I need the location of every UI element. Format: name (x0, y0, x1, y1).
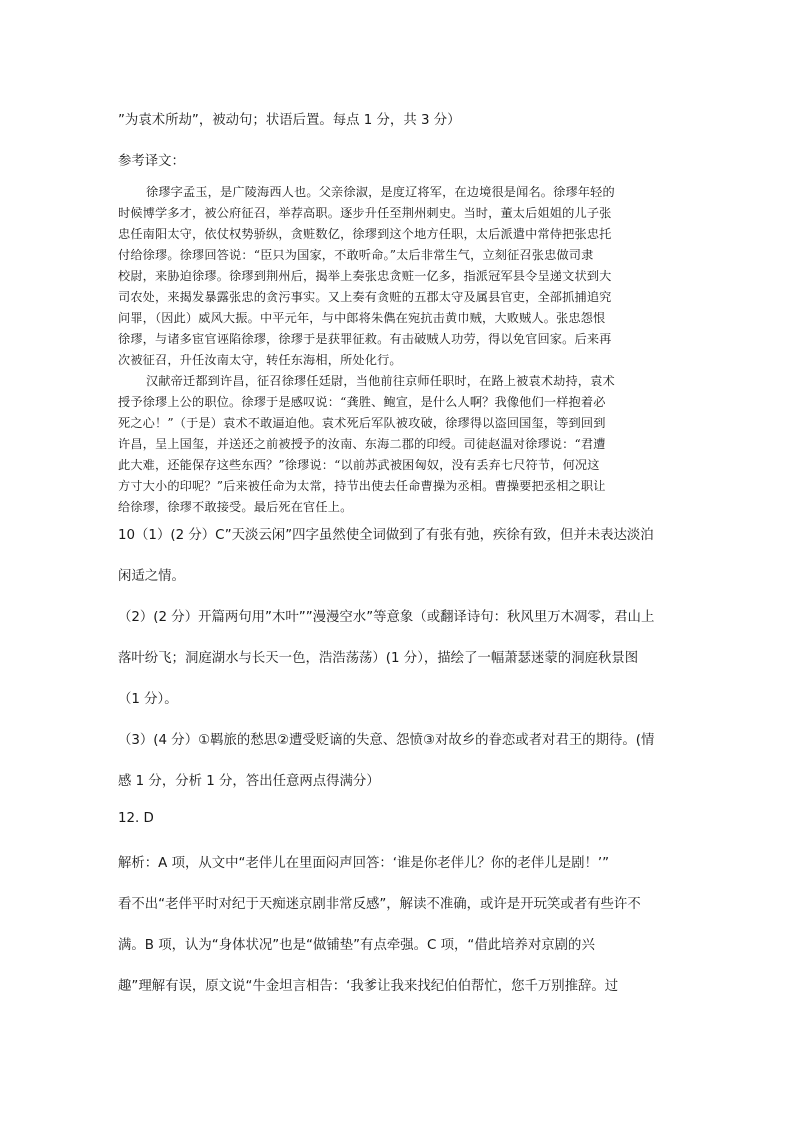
translation-line: 此大难，还能保存这些东西？”徐璆说：“以前苏武被困匈奴，没有丢弃七尺符节，何况这 (118, 458, 600, 472)
translation-line: 授予徐璆上公的职位。徐璆于是感叹说：“龚胜、鲍宣，是什么人啊？我像他们一样抱着必 (118, 395, 606, 409)
answer-line: （1 分）。 (118, 692, 178, 707)
analysis-line: 满。B 项，认为“身体状况”也是“做铺垫”有点牵强。C 项，“借此培养对京剧的兴 (118, 938, 595, 953)
translation-line: 许昌，呈上国玺，并送还之前被授予的汝南、东海二郡的印绶。司徒赵温对徐璆说：“君遭 (118, 437, 606, 451)
translation-line: 给徐璆，徐璆不敢接受。最后死在官任上。 (118, 500, 353, 514)
answer-line: （3）(4 分）①羁旅的愁思②遭受贬谪的失意、怨愤③对故乡的眷恋或者对君王的期待。(情 (118, 733, 655, 748)
analysis-line: 趣”理解有误，原文说“牛金坦言相告：‘我爹让我来找纪伯伯帮忙，您千万别推辞。过 (118, 979, 619, 994)
translation-line: 次被征召，升任汝南太守，转任东海相，所处化行。 (118, 353, 402, 367)
translation-line: 汉献帝迁都到许昌，征召徐璆任廷尉，当他前往京师任职时，在路上被袁术劫持，袁术 (146, 374, 615, 388)
answer-line: （2）(2 分）开篇两句用”木叶””漫漫空水”等意象（或翻译诗句：秋风里万木凋零，君山上 (118, 610, 655, 625)
translation-line: 时候博学多才，被公府征召，举荐高职。逐步升任至荆州刺史。当时，董太后姐姐的儿子张 (118, 206, 612, 220)
analysis-line: 看不出“老伴平时对纪于天痴迷京剧非常反感”，解读不准确，或许是开玩笑或者有些许不 (118, 897, 641, 912)
translation-line: 问罪，（因此）威风大振。中平元年，与中郎将朱儁在宛抗击黄巾贼，大败贼人。张忠怨恨 (118, 311, 606, 325)
analysis-line: 解析：A 项，从文中“老伴儿在里面闷声回答：‘谁是你老伴儿？你的老伴儿是剧！’” (118, 856, 610, 871)
translation-line: 徐璆，与诸多宦官诬陷徐璆，徐璆于是获罪征救。有击破贼人功劳，得以免官回家。后来再 (118, 332, 612, 346)
answer-line: 落叶纷飞；洞庭湖水与长天一色，浩浩荡荡）(1 分），描绘了一幅萧瑟迷蒙的洞庭秋景图 (118, 651, 639, 666)
answer-line: 10（1）(2 分）C”天淡云闲”四字虽然使全词做到了有张有弛，疾徐有致，但并未表达淡泊 (118, 528, 654, 543)
translation-line: 方寸大小的印呢？”后来被任命为太常，持节出使去任命曹操为丞相。曹操要把丞相之职让 (118, 479, 606, 493)
answer-line: 闲适之情。 (118, 569, 185, 584)
question-number: 12. D (118, 811, 154, 826)
translation-line: 死之心！”（于是）袁术不敢逼迫他。袁术死后军队被攻破，徐璆得以盗回国玺，等到回到 (118, 416, 606, 430)
translation-line: 校尉，来胁迫徐璆。徐璆到荆州后，揭举上奏张忠贪赃一亿多，指派冠军县令呈递文状到大 (118, 269, 612, 283)
translation-line: 司农处，来揭发暴露张忠的贪污事实。又上奏有贪赃的五郡太守及属县官吏，全部抓捕追究 (118, 290, 612, 304)
translation-line: 徐璆字孟玉，是广陵海西人也。父亲徐淑，是度辽将军，在边境很是闻名。徐璆年轻的 (146, 185, 615, 199)
answer-note-line: ”为袁术所劫”，被动句；状语后置。每点 1 分，共 3 分） (118, 113, 461, 128)
translation-line: 忠任南阳太守，依仗权势骄纵，贪赃数亿，徐璆到这个地方任职，太后派遣中常侍把张忠托 (118, 227, 612, 241)
translation-line: 付给徐璆。徐璆回答说：“臣只为国家，不敢听命。”太后非常生气，立刻征召张忠做司隶 (118, 248, 594, 262)
reference-translation-heading: 参考译文： (118, 154, 185, 169)
answer-line: 感 1 分，分析 1 分，答出任意两点得满分） (118, 774, 380, 789)
